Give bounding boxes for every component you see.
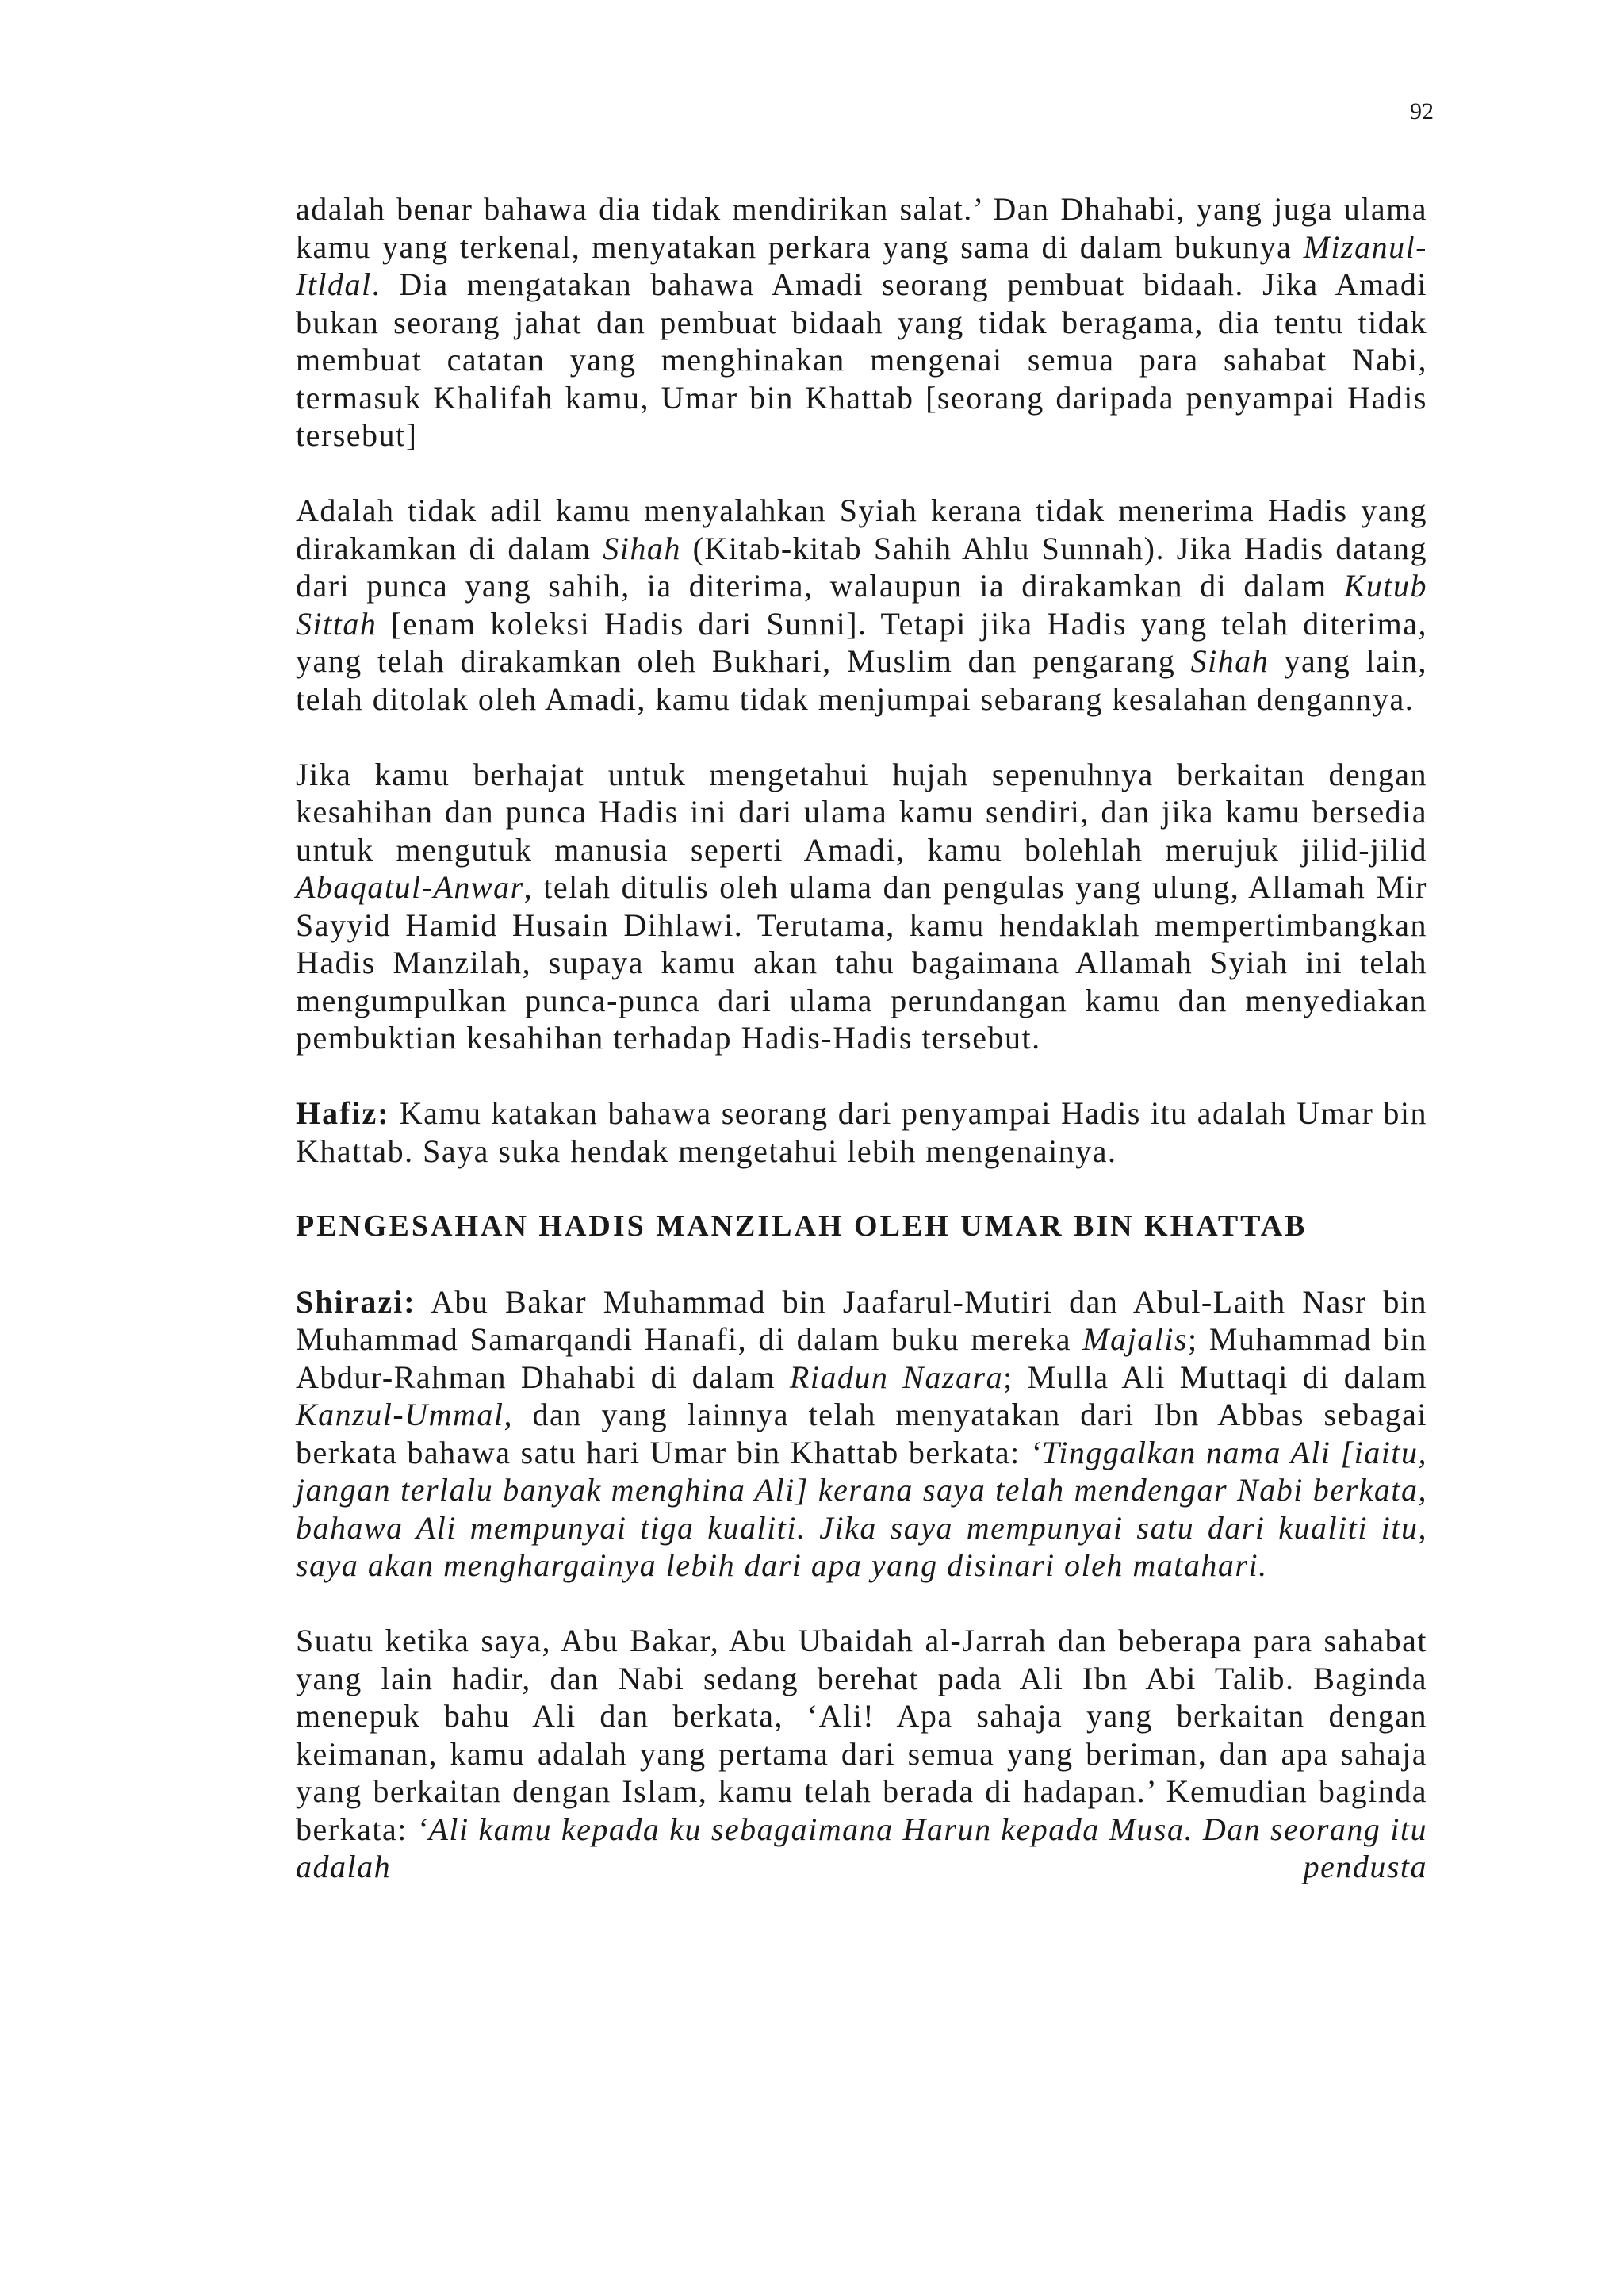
- paragraph: [296, 1283, 1427, 1585]
- paragraph-text: yang lain, telah ditolak oleh Amadi, kamu tidak menjumpai sebarang kesalahan dengannya.: [296, 643, 1427, 717]
- paragraph-text: PENGESAHAN HADIS MANZILAH OLEH UMAR BIN KHATTAB: [296, 1209, 1308, 1243]
- italic-text: Kanzul-Ummal: [296, 1397, 504, 1432]
- paragraph-text: [enam koleksi Hadis dari Sunni]. Tetapi jika Hadis yang telah diterima, yang telah dirakamkan oleh Bukhari, Muslim dan pengarang: [296, 605, 1427, 679]
- document-body: [296, 190, 1427, 1886]
- paragraph: [296, 1622, 1427, 1886]
- paragraph-text: (Kitab-kitab Sahih Ahlu Sunnah). Jika Hadis datang dari punca yang sahih, ia diterima, walaupun ia dirakamkan di dalam: [296, 530, 1427, 604]
- italic-text: ‘Tinggalkan nama Ali [iaitu, jangan terlalu banyak menghina Ali] kerana saya telah mendengar Nabi berkata, bahawa Ali mempunyai tiga kualiti. Jika saya mempunyai satu dari kualiti itu, saya akan menghargainya lebih dari apa yang disinari oleh matahari.: [296, 1434, 1427, 1583]
- italic-text: Sihah: [1190, 643, 1270, 679]
- speaker-label: Hafiz:: [296, 1095, 390, 1131]
- italic-text: Kutub Sittah: [296, 568, 1427, 642]
- paragraph-text: ; Mulla Ali Muttaqi di dalam: [1003, 1359, 1428, 1395]
- paragraph-text: adalah benar bahawa dia tidak mendirikan salat.’ Dan Dhahabi, yang juga ulama kamu yang terkenal, menyatakan perkara yang sama di dalam bukunya: [296, 191, 1427, 265]
- italic-text: Abaqatul-Anwar: [296, 869, 524, 905]
- speaker-label: Shirazi:: [296, 1283, 416, 1320]
- paragraph-text: . Dia mengatakan bahawa Amadi seorang pembuat bidaah. Jika Amadi bukan seorang jahat dan pembuat bidaah yang tidak beragama, dia tentu tidak membuat catatan yang menghinakan mengenai semua para sahabat Nabi, termasuk Khalifah kamu, Umar bin Khattab [seorang daripada penyampai Hadis tersebut]: [296, 266, 1427, 453]
- paragraph-text: Suatu ketika saya, Abu Bakar, Abu Ubaidah al-Jarrah dan beberapa para sahabat yang lain hadir, dan Nabi sedang berehat pada Ali Ibn Abi Talib. Baginda menepuk bahu Ali dan berkata, ‘Ali! Apa sahaja yang berkaitan dengan keimanan, kamu adalah yang pertama dari semua yang beriman, dan apa sahaja yang berkaitan dengan Islam, kamu telah berada di hadapan.’ Kemudian baginda berkata:: [296, 1623, 1427, 1847]
- paragraph: [296, 756, 1427, 1057]
- paragraph-text: , telah ditulis oleh ulama dan pengulas yang ulung, Allamah Mir Sayyid Hamid Husain Dihlawi. Terutama, kamu hendaklah mempertimbangkan Hadis Manzilah, supaya kamu akan tahu bagaimana Allamah Syiah ini telah mengumpulkan punca-punca dari ulama perundangan kamu dan menyediakan pembuktian kesahihan terhadap Hadis-Hadis tersebut.: [296, 869, 1427, 1056]
- paragraph-text: ; Muhammad bin Abdur-Rahman Dhahabi di dalam: [296, 1321, 1428, 1395]
- italic-text: Mizanul-Itldal: [296, 228, 1427, 302]
- paragraph-text: Abu Bakar Muhammad bin Jaafarul-Mutiri dan Abul-Laith Nasr bin Muhammad Samarqandi Hanafi, di dalam buku mereka: [296, 1283, 1427, 1357]
- paragraph: [296, 1094, 1427, 1170]
- paragraph-text: , dan yang lainnya telah menyatakan dari Ibn Abbas sebagai berkata bahawa satu hari Umar bin Khattab berkata:: [296, 1397, 1427, 1470]
- paragraph-text: Jika kamu berhajat untuk mengetahui hujah sepenuhnya berkaitan dengan kesahihan dan punca Hadis ini dari ulama kamu sendiri, dan jika kamu bersedia untuk mengutuk manusia seperti Amadi, kamu bolehlah merujuk jilid-jilid: [296, 756, 1427, 868]
- paragraph-text: Kamu katakan bahawa seorang dari penyampai Hadis itu adalah Umar bin Khattab. Saya suka hendak mengetahui lebih mengenainya.: [296, 1095, 1427, 1169]
- italic-text: ‘Ali kamu kepada ku sebagaimana Harun kepada Musa. Dan seorang itu adalah pendusta: [296, 1811, 1427, 1884]
- italic-text: Majalis: [1082, 1321, 1189, 1357]
- paragraph: [296, 492, 1427, 718]
- paragraph-text: Adalah tidak adil kamu menyalahkan Syiah kerana tidak menerima Hadis yang dirakamkan di dalam: [296, 493, 1427, 566]
- paragraph: [296, 190, 1427, 454]
- page-number: 92: [1410, 98, 1434, 125]
- italic-text: Riadun Nazara: [789, 1359, 1004, 1395]
- section-heading: [296, 1208, 1427, 1246]
- italic-text: Sihah: [603, 530, 681, 566]
